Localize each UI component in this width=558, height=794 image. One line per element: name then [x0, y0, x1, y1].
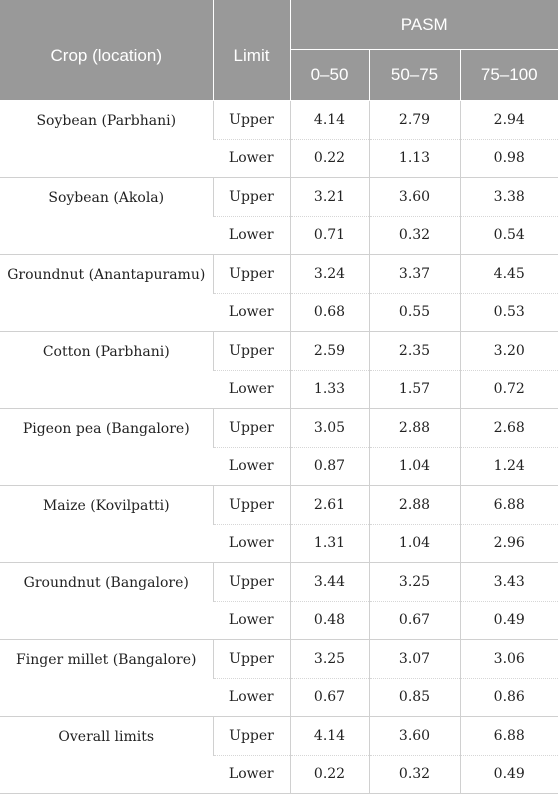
- value-cell: 0.49: [460, 601, 558, 640]
- limit-cell: Upper: [213, 486, 290, 525]
- header-pasm: PASM: [290, 0, 558, 50]
- limit-cell: Upper: [213, 332, 290, 371]
- value-cell: 0.48: [290, 601, 369, 640]
- value-cell: 2.35: [369, 332, 460, 371]
- table-row: [0, 332, 558, 371]
- table-row: [0, 717, 558, 756]
- value-cell: 0.32: [369, 216, 460, 255]
- value-cell: 0.98: [460, 139, 558, 178]
- table-row: [0, 563, 558, 602]
- table-row: [0, 101, 558, 140]
- value-cell: 0.68: [290, 293, 369, 332]
- limit-cell: Upper: [213, 563, 290, 602]
- table-row: [0, 178, 558, 217]
- value-cell: 1.04: [369, 524, 460, 563]
- value-cell: 2.79: [369, 101, 460, 140]
- value-cell: 3.44: [290, 563, 369, 602]
- crop-location-cell: Soybean (Parbhani): [0, 101, 213, 178]
- value-cell: 4.14: [290, 101, 369, 140]
- value-cell: 0.32: [369, 755, 460, 794]
- value-cell: 1.13: [369, 139, 460, 178]
- crop-location-cell: Pigeon pea (Bangalore): [0, 409, 213, 486]
- table-row: [0, 640, 558, 679]
- value-cell: 3.20: [460, 332, 558, 371]
- crop-location-cell: Finger millet (Bangalore): [0, 640, 213, 717]
- header-limit: Limit: [213, 0, 290, 101]
- value-cell: 2.88: [369, 409, 460, 448]
- table-body: [0, 101, 558, 794]
- value-cell: 2.61: [290, 486, 369, 525]
- value-cell: 3.60: [369, 178, 460, 217]
- limit-cell: Lower: [213, 755, 290, 794]
- limit-cell: Upper: [213, 640, 290, 679]
- limit-cell: Lower: [213, 601, 290, 640]
- value-cell: 3.06: [460, 640, 558, 679]
- value-cell: 1.24: [460, 447, 558, 486]
- crop-location-cell: Groundnut (Anantapuramu): [0, 255, 213, 332]
- value-cell: 0.22: [290, 755, 369, 794]
- value-cell: 3.07: [369, 640, 460, 679]
- header-range-0-50: 0–50: [290, 50, 369, 101]
- value-cell: 3.24: [290, 255, 369, 294]
- value-cell: 1.33: [290, 370, 369, 409]
- value-cell: 2.68: [460, 409, 558, 448]
- value-cell: 0.55: [369, 293, 460, 332]
- table-row: [0, 409, 558, 448]
- value-cell: 0.22: [290, 139, 369, 178]
- header-crop-location: Crop (location): [0, 0, 213, 101]
- value-cell: 1.04: [369, 447, 460, 486]
- value-cell: 0.87: [290, 447, 369, 486]
- value-cell: 3.37: [369, 255, 460, 294]
- value-cell: 4.14: [290, 717, 369, 756]
- value-cell: 2.88: [369, 486, 460, 525]
- value-cell: 0.49: [460, 755, 558, 794]
- header-range-50-75: 50–75: [369, 50, 460, 101]
- limit-cell: Lower: [213, 139, 290, 178]
- value-cell: 0.85: [369, 678, 460, 717]
- limit-cell: Lower: [213, 370, 290, 409]
- crop-location-cell: Overall limits: [0, 717, 213, 794]
- value-cell: 3.21: [290, 178, 369, 217]
- value-cell: 2.96: [460, 524, 558, 563]
- value-cell: 3.05: [290, 409, 369, 448]
- limit-cell: Lower: [213, 216, 290, 255]
- limit-cell: Upper: [213, 101, 290, 140]
- value-cell: 6.88: [460, 717, 558, 756]
- table-header: [0, 0, 558, 101]
- value-cell: 1.57: [369, 370, 460, 409]
- crop-location-cell: Maize (Kovilpatti): [0, 486, 213, 563]
- limit-cell: Upper: [213, 717, 290, 756]
- value-cell: 3.60: [369, 717, 460, 756]
- value-cell: 0.72: [460, 370, 558, 409]
- value-cell: 4.45: [460, 255, 558, 294]
- crop-location-cell: Soybean (Akola): [0, 178, 213, 255]
- value-cell: 2.94: [460, 101, 558, 140]
- header-range-75-100: 75–100: [460, 50, 558, 101]
- crop-location-cell: Groundnut (Bangalore): [0, 563, 213, 640]
- value-cell: 1.31: [290, 524, 369, 563]
- value-cell: 3.25: [290, 640, 369, 679]
- limit-cell: Lower: [213, 678, 290, 717]
- limit-cell: Upper: [213, 178, 290, 217]
- value-cell: 3.43: [460, 563, 558, 602]
- value-cell: 0.67: [369, 601, 460, 640]
- table-row: [0, 486, 558, 525]
- value-cell: 3.38: [460, 178, 558, 217]
- value-cell: 0.53: [460, 293, 558, 332]
- limit-cell: Upper: [213, 255, 290, 294]
- limit-cell: Upper: [213, 409, 290, 448]
- table-row: [0, 255, 558, 294]
- value-cell: 2.59: [290, 332, 369, 371]
- limit-cell: Lower: [213, 447, 290, 486]
- crop-location-cell: Cotton (Parbhani): [0, 332, 213, 409]
- value-cell: 0.71: [290, 216, 369, 255]
- value-cell: 0.86: [460, 678, 558, 717]
- value-cell: 3.25: [369, 563, 460, 602]
- limit-cell: Lower: [213, 293, 290, 332]
- value-cell: 0.54: [460, 216, 558, 255]
- value-cell: 0.67: [290, 678, 369, 717]
- value-cell: 6.88: [460, 486, 558, 525]
- limit-cell: Lower: [213, 524, 290, 563]
